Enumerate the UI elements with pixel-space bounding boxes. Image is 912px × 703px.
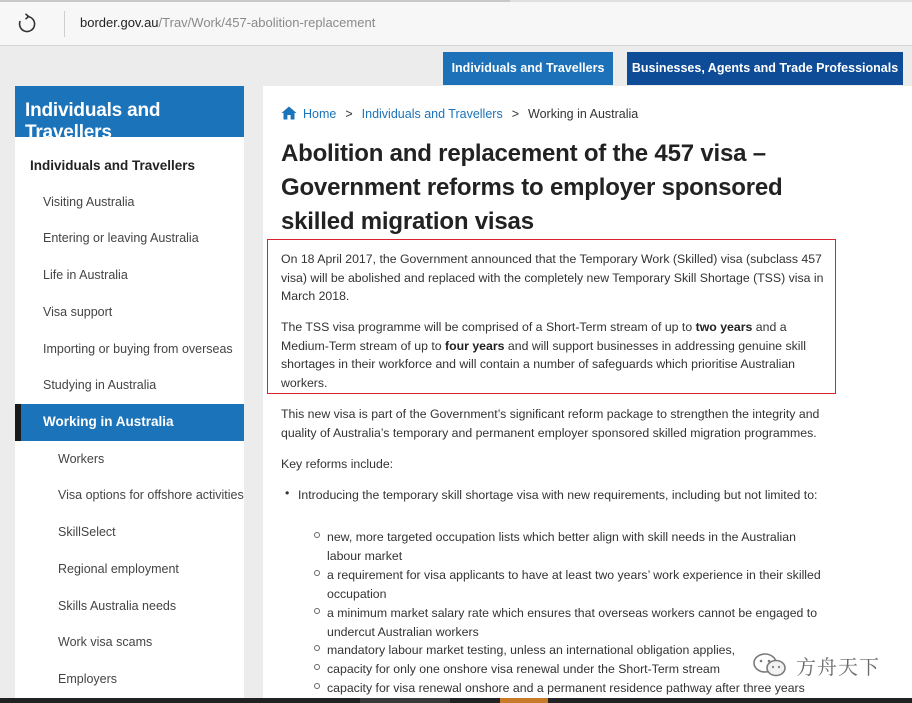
sidebar-section-title[interactable]: Individuals and Travellers <box>30 158 196 173</box>
wechat-icon <box>752 652 788 678</box>
url-field[interactable] <box>80 15 375 30</box>
paragraph-key-reforms: Key reforms include: <box>281 457 394 471</box>
subbullet-marker <box>314 683 320 689</box>
tab-individuals-and-travellers[interactable]: Individuals and Travellers <box>443 52 613 85</box>
sidebar-subitem-skillselect[interactable]: SkillSelect <box>58 525 116 539</box>
home-icon[interactable] <box>281 106 297 120</box>
sidebar-subitem-employers[interactable]: Employers <box>58 672 118 686</box>
url-domain: border.gov.au <box>80 15 159 30</box>
tab-businesses-agents[interactable]: Businesses, Agents and Trade Professionals <box>627 52 903 85</box>
sidebar-subitem-regional[interactable]: Regional employment <box>58 562 179 576</box>
sidebar-heading: Individuals and Travellers <box>15 86 244 137</box>
address-bar <box>0 2 912 46</box>
paragraph-announcement: On 18 April 2017, the Government announced that the Temporary Work (Skilled) visa (subclass 457 visa) will be abolished and replaced with the completely new Temporary Skill Shortage (TSS) visa in March 2018. <box>281 252 824 303</box>
sidebar-subitem-workers[interactable]: Workers <box>58 452 105 466</box>
subbullet-salary-rate: a minimum market salary rate which ensures that overseas workers cannot be engaged to undercut Australian workers <box>327 606 818 639</box>
subbullet-marker <box>314 645 320 651</box>
breadcrumb-individuals[interactable]: Individuals and Travellers <box>361 107 503 121</box>
subbullet-labour-testing: mandatory labour market testing, unless an international obligation applies, <box>327 643 736 657</box>
subbullet-marker <box>314 608 320 614</box>
sidebar-subitem-skills-needs[interactable]: Skills Australia needs <box>58 599 177 613</box>
breadcrumb-separator: > <box>511 107 520 121</box>
watermark-text: 方舟天下 <box>796 655 880 679</box>
subbullet-occupation-lists: new, more targeted occupation lists which better align with skill needs in the Australian labour market <box>327 530 796 563</box>
sidebar-item-entering-leaving[interactable]: Entering or leaving Australia <box>43 231 199 245</box>
subbullet-pr-pathway: capacity for visa renewal onshore and a permanent residence pathway after three years <box>327 681 805 695</box>
sidebar-subitem-scams[interactable]: Work visa scams <box>58 635 153 649</box>
sidebar-item-life-in-australia[interactable]: Life in Australia <box>43 268 128 282</box>
subbullet-marker <box>314 532 320 538</box>
breadcrumb-home[interactable]: Home <box>303 107 337 121</box>
p2-text-c: and a Medium-Term stream of up to <box>281 320 787 353</box>
sidebar-item-studying[interactable]: Studying in Australia <box>43 378 157 392</box>
p2-text-e: and will support businesses in addressing genuine skill shortages in their workforce and will contain a number of safeguards which prioritise Australian workers. <box>281 338 806 390</box>
subbullet-marker <box>314 570 320 576</box>
sidebar-item-importing[interactable]: Importing or buying from overseas <box>43 342 233 356</box>
bullet-introducing-tss: Introducing the temporary skill shortage visa with new requirements, including but not limited to: <box>298 488 818 502</box>
paragraph-reform-package: This new visa is part of the Government’s significant reform package to strengthen the integrity and quality of Australia’s temporary and permanent employer sponsored skilled migration programmes. <box>281 407 820 440</box>
sidebar-item-visa-support[interactable]: Visa support <box>43 305 113 319</box>
bullet-marker: • <box>285 486 290 500</box>
url-path: /Trav/Work/457-abolition-replacement <box>158 15 376 30</box>
address-divider <box>64 11 65 37</box>
breadcrumb <box>281 106 638 121</box>
main-content <box>263 86 912 703</box>
subbullet-work-experience: a requirement for visa applicants to have at least two years’ work experience in their skilled occupation <box>327 568 821 601</box>
paragraph-tss-streams <box>281 318 833 392</box>
page-title: Abolition and replacement of the 457 visa – Government reforms to employer sponsored skilled migration visas <box>281 140 783 235</box>
p2-bold-two-years: two years <box>695 320 753 334</box>
taskbar-strip <box>0 698 912 703</box>
sidebar <box>15 86 244 703</box>
p2-text-a: The TSS visa programme will be comprised of a Short-Term stream of up to <box>281 320 696 334</box>
sidebar-subitem-offshore[interactable]: Visa options for offshore activities <box>58 488 244 502</box>
sidebar-item-visiting-australia[interactable]: Visiting Australia <box>43 195 135 209</box>
watermark <box>752 650 892 680</box>
breadcrumb-separator: > <box>345 107 353 121</box>
p2-bold-four-years: four years <box>445 338 505 353</box>
breadcrumb-current: Working in Australia <box>528 107 639 121</box>
sidebar-item-working-active[interactable]: Working in Australia <box>15 404 244 441</box>
subbullet-marker <box>314 664 320 670</box>
subbullet-one-renewal: capacity for only one onshore visa renewal under the Short-Term stream <box>327 662 721 676</box>
reload-icon[interactable] <box>15 12 39 36</box>
